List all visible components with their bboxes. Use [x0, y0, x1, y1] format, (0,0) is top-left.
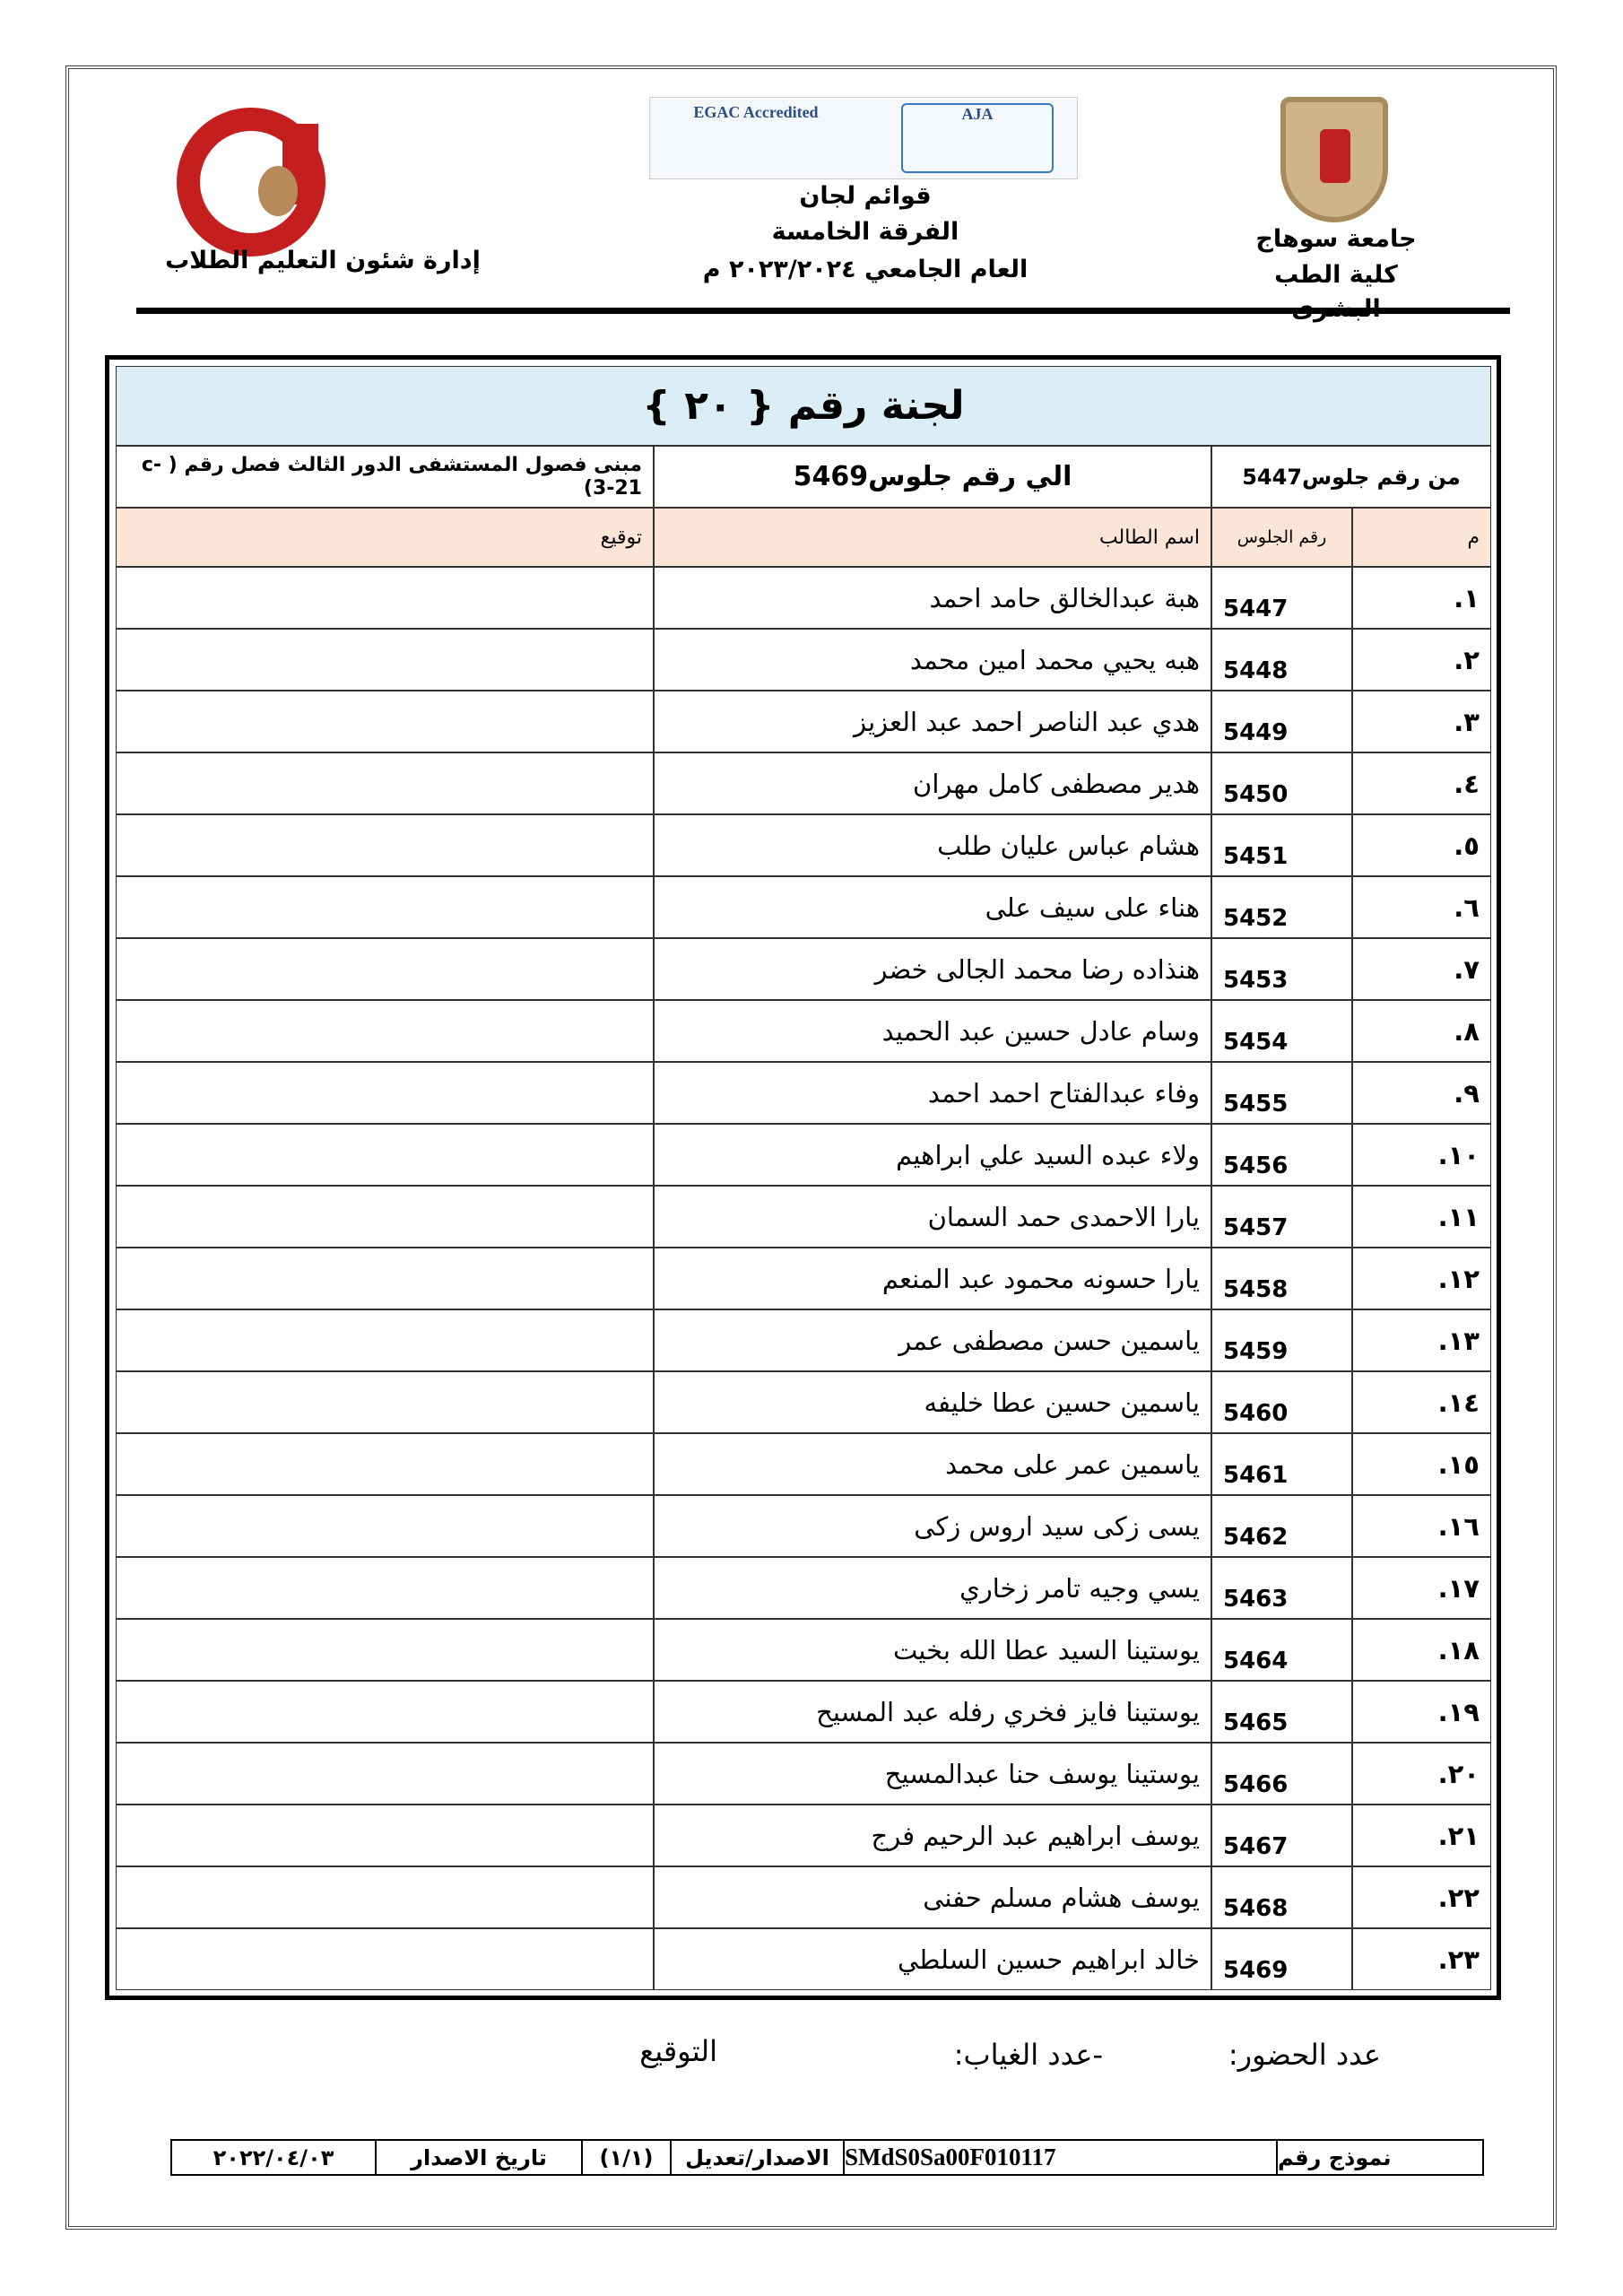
student-name: يسي وجيه تامر زخاري: [654, 1557, 1211, 1619]
row-index: ٤.: [1352, 752, 1491, 814]
row-index: ١٢.: [1352, 1248, 1491, 1309]
seat-number: 5456: [1211, 1124, 1352, 1186]
seat-number: 5457: [1211, 1186, 1352, 1248]
student-name: خالد ابراهيم حسين السلطي: [654, 1928, 1211, 1990]
row-index: ٧.: [1352, 938, 1491, 1000]
to-seat: الي رقم جلوس5469: [654, 446, 1211, 508]
student-name: يوسف ابراهيم عبد الرحيم فرج: [654, 1805, 1211, 1866]
row-index: ٢٠.: [1352, 1743, 1491, 1805]
absence-count-label: -عدد الغياب:: [953, 2038, 1103, 2072]
signature-cell[interactable]: [116, 1309, 654, 1371]
committee-title: لجنة رقم { ٢٠ }: [116, 366, 1491, 446]
signature-cell[interactable]: [116, 1805, 654, 1866]
row-index: ١٩.: [1352, 1681, 1491, 1743]
seat-number: 5466: [1211, 1743, 1352, 1805]
student-name: هنذاده رضا محمد الجالى خضر: [654, 938, 1211, 1000]
row-index: ٣.: [1352, 691, 1491, 752]
student-name: ياسمين حسين عطا خليفه: [654, 1371, 1211, 1433]
student-name: هدي عبد الناصر احمد عبد العزيز: [654, 691, 1211, 752]
seat-number: 5463: [1211, 1557, 1352, 1619]
seat-number: 5453: [1211, 938, 1352, 1000]
student-name: ياسمين حسن مصطفى عمر: [654, 1309, 1211, 1371]
row-index: ٢٢.: [1352, 1866, 1491, 1928]
seat-number: 5458: [1211, 1248, 1352, 1309]
issue-date-label: تاريخ الاصدار: [375, 2139, 583, 2176]
row-index: ٩.: [1352, 1062, 1491, 1124]
signature-cell[interactable]: [116, 1743, 654, 1805]
student-name: هبه يحيي محمد امين محمد: [654, 629, 1211, 691]
row-index: ٨.: [1352, 1000, 1491, 1062]
signature-cell[interactable]: [116, 814, 654, 876]
accreditation-logos: [649, 97, 1078, 179]
seat-number: 5459: [1211, 1309, 1352, 1371]
header-year-group: الفرقة الخامسة: [771, 218, 959, 246]
student-name: هبة عبدالخالق حامد احمد: [654, 567, 1211, 629]
signature-cell[interactable]: [116, 1866, 654, 1928]
signature-cell[interactable]: [116, 1186, 654, 1248]
row-index: ١١.: [1352, 1186, 1491, 1248]
signature-cell[interactable]: [116, 1619, 654, 1681]
seat-number: 5468: [1211, 1866, 1352, 1928]
row-index: ١٠.: [1352, 1124, 1491, 1186]
sohag-university-logo: [1280, 97, 1388, 222]
form-code: SMdS0Sa00F010117: [843, 2139, 1278, 2176]
student-name: هدير مصطفى كامل مهران: [654, 752, 1211, 814]
signature-cell[interactable]: [116, 691, 654, 752]
seat-number: 5447: [1211, 567, 1352, 629]
version-label: الاصدار/تعديل: [670, 2139, 845, 2176]
col-index: م: [1352, 508, 1491, 567]
row-index: ١.: [1352, 567, 1491, 629]
signature-cell[interactable]: [116, 567, 654, 629]
seat-number: 5452: [1211, 876, 1352, 938]
seat-number: 5461: [1211, 1433, 1352, 1495]
seat-number: 5449: [1211, 691, 1352, 752]
row-index: ١٣.: [1352, 1309, 1491, 1371]
row-index: ٢٣.: [1352, 1928, 1491, 1990]
signature-cell[interactable]: [116, 752, 654, 814]
row-index: ١٧.: [1352, 1557, 1491, 1619]
seat-number: 5451: [1211, 814, 1352, 876]
signature-cell[interactable]: [116, 1681, 654, 1743]
signature-cell[interactable]: [116, 1248, 654, 1309]
row-index: ١٨.: [1352, 1619, 1491, 1681]
from-seat: من رقم جلوس5447: [1211, 446, 1491, 508]
signature-label: التوقيع: [639, 2034, 717, 2068]
university-name: جامعة سوهاج: [1255, 225, 1417, 253]
signature-cell[interactable]: [116, 1371, 654, 1433]
seat-number: 5469: [1211, 1928, 1352, 1990]
student-name: هناء على سيف على: [654, 876, 1211, 938]
col-name: اسم الطالب: [654, 508, 1211, 567]
seat-number: 5462: [1211, 1495, 1352, 1557]
seat-number: 5450: [1211, 752, 1352, 814]
header-divider: [136, 308, 1510, 314]
student-name: وسام عادل حسين عبد الحميد: [654, 1000, 1211, 1062]
issue-date: ٢٠٢٢/٠٤/٠٣: [170, 2139, 377, 2176]
signature-cell[interactable]: [116, 1557, 654, 1619]
student-name: يوستينا السيد عطا الله بخيت: [654, 1619, 1211, 1681]
seat-number: 5460: [1211, 1371, 1352, 1433]
exam-location: مبنى فصول المستشفى الدور الثالث فصل رقم ( c-3-21): [116, 446, 654, 508]
signature-cell[interactable]: [116, 1124, 654, 1186]
row-index: ٦.: [1352, 876, 1491, 938]
student-name: يسى زكى سيد اروس زكى: [654, 1495, 1211, 1557]
seat-number: 5448: [1211, 629, 1352, 691]
row-index: ٥.: [1352, 814, 1491, 876]
row-index: ٢١.: [1352, 1805, 1491, 1866]
form-number-label: نموذج رقم: [1276, 2139, 1484, 2176]
student-name: يوستينا فايز فخري رفله عبد المسيح: [654, 1681, 1211, 1743]
faculty-logo: [175, 106, 354, 258]
faculty-name: كلية الطب: [1274, 261, 1398, 289]
student-name: يوسف هشام مسلم حفنى: [654, 1866, 1211, 1928]
col-seat: رقم الجلوس: [1211, 508, 1352, 567]
signature-cell[interactable]: [116, 876, 654, 938]
attendance-count-label: عدد الحضور:: [1228, 2038, 1381, 2072]
signature-cell[interactable]: [116, 1928, 654, 1990]
seat-number: 5465: [1211, 1681, 1352, 1743]
student-name: هشام عباس عليان طلب: [654, 814, 1211, 876]
student-name: ياسمين عمر على محمد: [654, 1433, 1211, 1495]
signature-cell[interactable]: [116, 938, 654, 1000]
header-academic-year: العام الجامعي ٢٠٢٣/٢٠٢٤ م: [702, 256, 1028, 283]
col-signature: توقيع: [116, 508, 654, 567]
department-name: إدارة شئون التعليم الطلاب: [165, 247, 481, 274]
signature-cell[interactable]: [116, 1062, 654, 1124]
row-index: ١٦.: [1352, 1495, 1491, 1557]
seat-number: 5464: [1211, 1619, 1352, 1681]
row-index: ١٤.: [1352, 1371, 1491, 1433]
signature-cell[interactable]: [116, 1495, 654, 1557]
egac-logo: EGAC Accredited: [693, 103, 819, 121]
seat-number: 5455: [1211, 1062, 1352, 1124]
row-index: ١٥.: [1352, 1433, 1491, 1495]
student-name: يوستينا يوسف حنا عبدالمسيح: [654, 1743, 1211, 1805]
signature-cell[interactable]: [116, 1000, 654, 1062]
aja-logo: AJA: [901, 103, 1054, 173]
seat-number: 5454: [1211, 1000, 1352, 1062]
student-name: ولاء عبده السيد علي ابراهيم: [654, 1124, 1211, 1186]
seat-number: 5467: [1211, 1805, 1352, 1866]
signature-cell[interactable]: [116, 1433, 654, 1495]
student-name: وفاء عبدالفتاح احمد احمد: [654, 1062, 1211, 1124]
version-value: (١/١): [581, 2139, 672, 2176]
student-name: يارا حسونه محمود عبد المنعم: [654, 1248, 1211, 1309]
student-name: يارا الاحمدى حمد السمان: [654, 1186, 1211, 1248]
header-title: قوائم لجان: [799, 182, 932, 210]
row-index: ٢.: [1352, 629, 1491, 691]
signature-cell[interactable]: [116, 629, 654, 691]
